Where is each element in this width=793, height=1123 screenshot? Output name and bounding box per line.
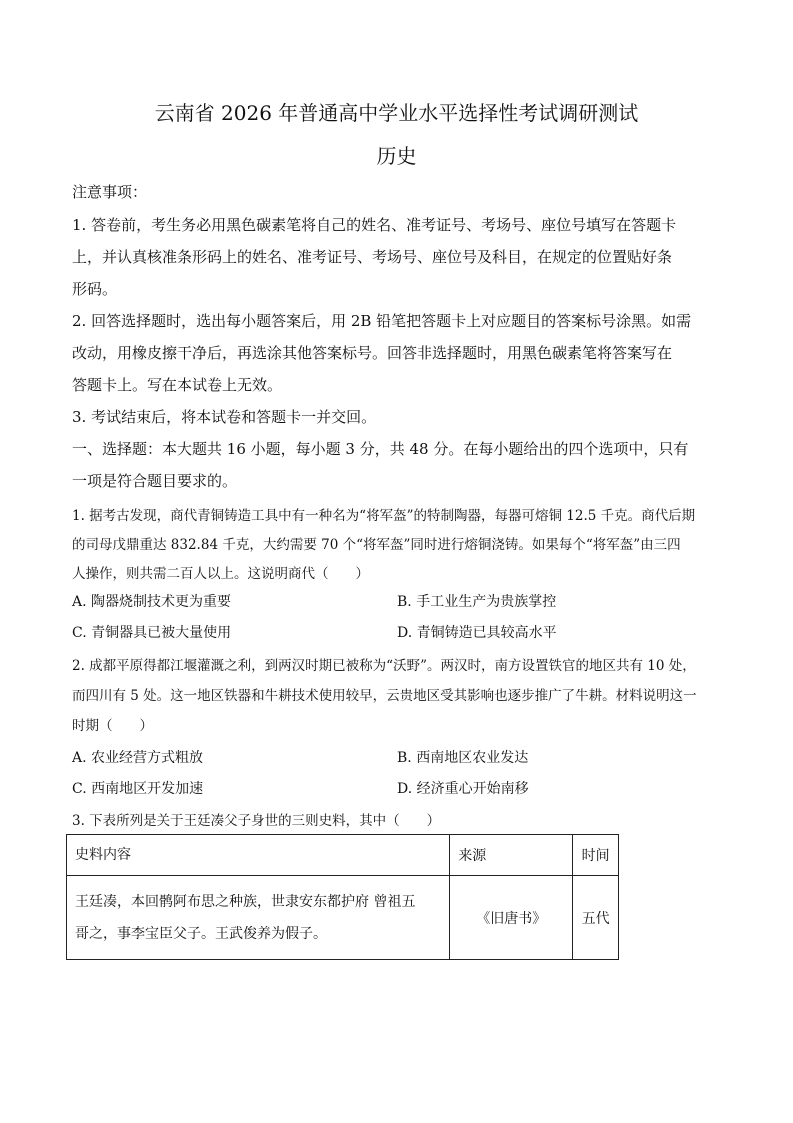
notice-line: 改动，用橡皮擦干净后，再选涂其他答案标号。回答非选择题时，用黑色碳素笔将答案写在 xyxy=(72,344,673,362)
subject-title: 历史 xyxy=(376,144,417,168)
cell-content xyxy=(67,876,450,960)
question-2-stem: 时期（ ） xyxy=(72,718,153,734)
question-1-stem: 的司母戊鼎重达 832.84 千克，大约需要 70 个“将军盔”同时进行熔铜浇铸。如果每个“将军盔”由三四 xyxy=(72,537,681,553)
question-2-option-b: B. 西南地区农业发达 xyxy=(397,750,529,766)
notice-line: 形码。 xyxy=(72,280,118,298)
cell-content-line: 哥之，事李宝臣父子。王武俊养为假子。 xyxy=(75,925,327,942)
question-1-option-c: C. 青铜器具已被大量使用 xyxy=(72,625,232,641)
question-2-option-a: A. 农业经营方式粗放 xyxy=(72,750,204,766)
table-header-row xyxy=(67,835,619,876)
question-1-option-d: D. 青铜铸造已具较高水平 xyxy=(397,625,557,641)
notice-heading: 注意事项： xyxy=(72,183,148,201)
cell-source: 《旧唐书》 xyxy=(450,876,573,960)
header-time: 时间 xyxy=(573,835,619,876)
notice-line: 1. 答卷前，考生务必用黑色碳素笔将自己的姓名、准考证号、考场号、座位号填写在答题卡 xyxy=(72,216,677,234)
question-2-stem: 2. 成都平原得都江堰灌溉之利，到两汉时期已被称为“沃野”。两汉时，南方设置铁官的地区共有 10 处， xyxy=(72,658,696,674)
question-2-option-d: D. 经济重心开始南移 xyxy=(397,781,529,797)
table-row xyxy=(67,876,619,960)
notice-line: 答题卡上。写在本试卷上无效。 xyxy=(72,376,283,394)
section-instruction: 一、选择题：本大题共 16 小题，每小题 3 分，共 48 分。在每小题给出的四个选项中，只有 xyxy=(72,440,689,458)
notice-line: 上，并认真核准条形码上的姓名、准考证号、考场号、座位号及科目，在规定的位置贴好条 xyxy=(72,248,673,266)
cell-content-line: 王廷凑，本回鹘阿布思之种族，世隶安东都护府 曾祖五 xyxy=(75,893,416,910)
question-1-stem: 人操作，则共需二百人以上。这说明商代（ ） xyxy=(72,566,369,582)
header-source: 来源 xyxy=(450,835,573,876)
exam-title: 云南省 2026 年普通高中学业水平选择性考试调研测试 xyxy=(154,101,639,125)
notice-line: 2. 回答选择题时，选出每小题答案后，用 2B 铅笔把答题卡上对应题目的答案标号涂黑。如需 xyxy=(72,312,692,330)
header-content: 史料内容 xyxy=(67,835,450,876)
question-1-option-b: B. 手工业生产为贵族掌控 xyxy=(397,594,557,610)
question-2-stem: 而四川有 5 处。这一地区铁器和牛耕技术使用较早，云贵地区受其影响也逐步推广了牛耕。材料说明这一 xyxy=(72,688,697,704)
question-1-option-a: A. 陶器烧制技术更为重要 xyxy=(72,594,232,610)
question-3-stem: 3. 下表所列是关于王廷凑父子身世的三则史料，其中（ ） xyxy=(72,813,441,829)
question-2-option-c: C. 西南地区开发加速 xyxy=(72,781,204,797)
source-table xyxy=(66,834,619,960)
question-1-stem: 1. 据考古发现，商代青铜铸造工具中有一种名为“将军盔”的特制陶器，每器可熔铜 12.5 千克。商代后期 xyxy=(72,508,696,524)
notice-line: 3. 考试结束后，将本试卷和答题卡一并交回。 xyxy=(72,408,377,426)
section-instruction: 一项是符合题目要求的。 xyxy=(72,472,238,490)
cell-time: 五代 xyxy=(573,876,619,960)
